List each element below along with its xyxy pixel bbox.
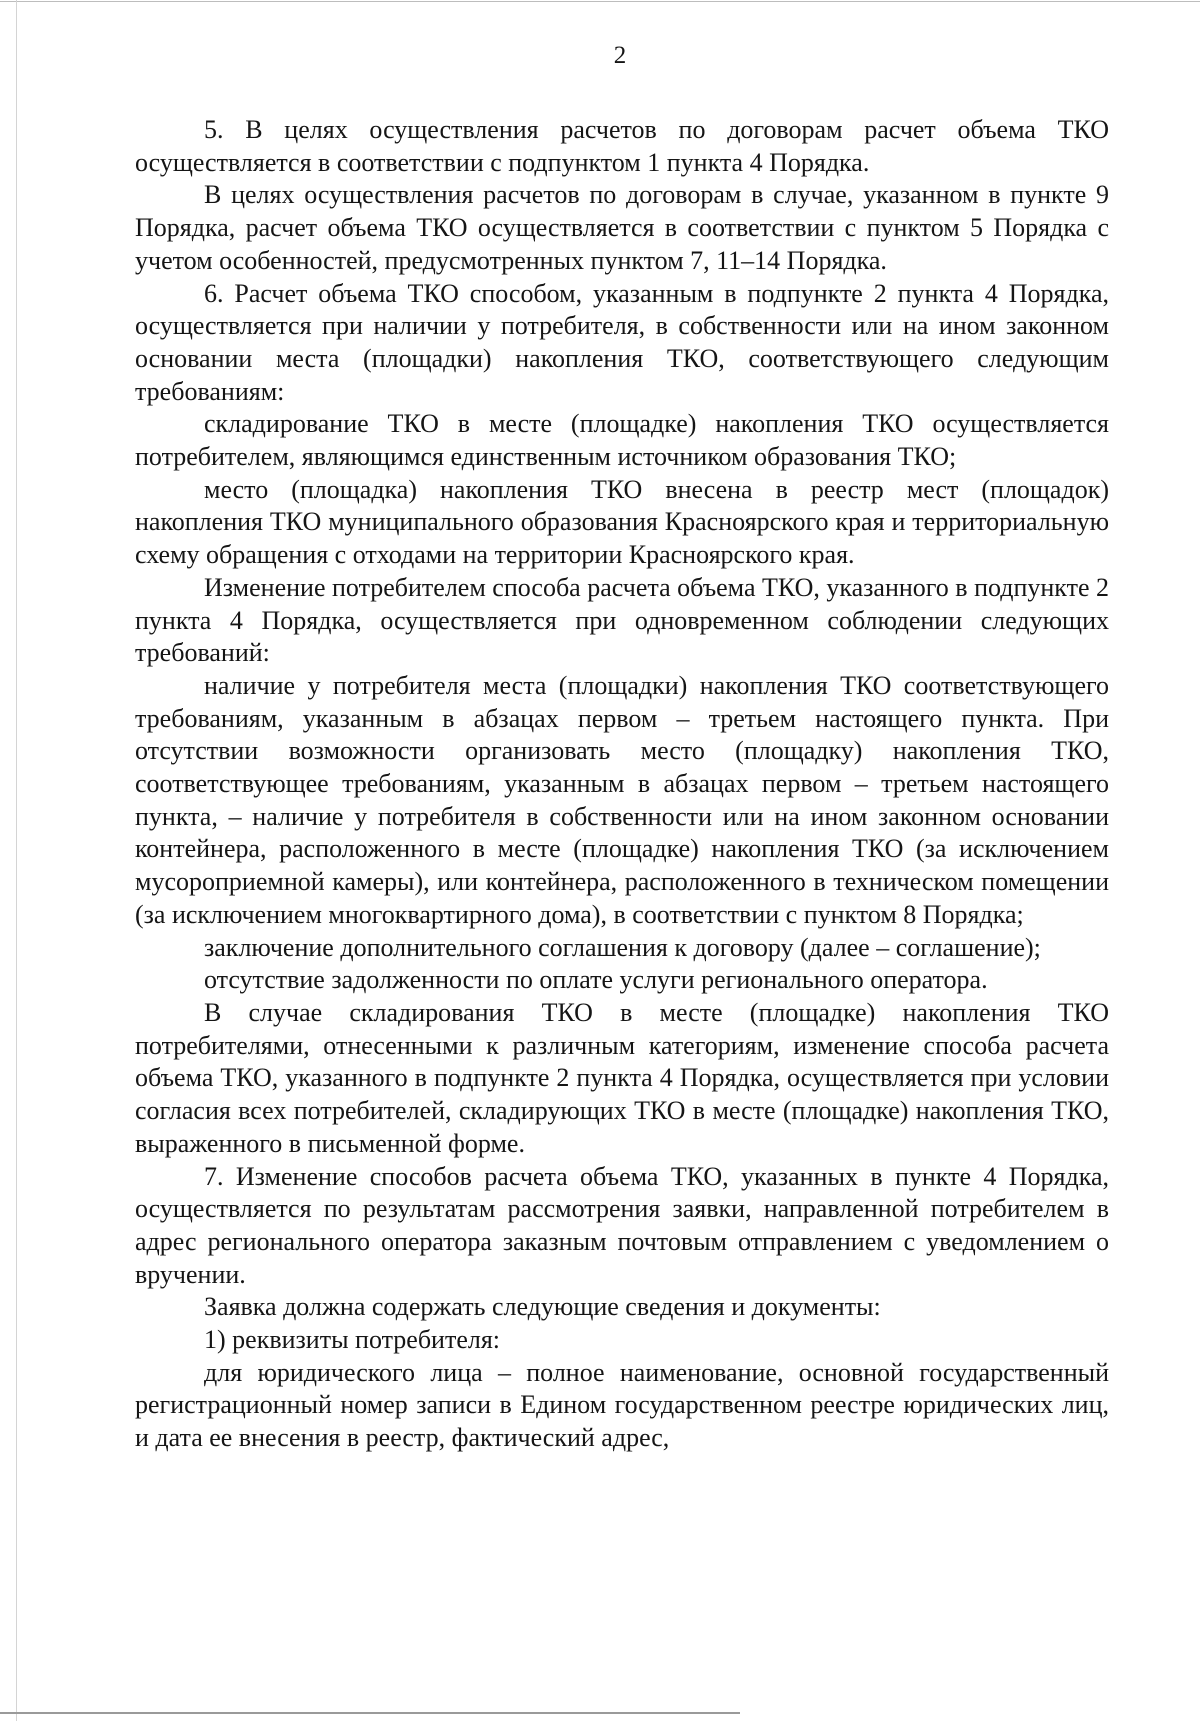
paragraph-2: В целях осуществления расчетов по договорам в случае, указанном в пункте 9 Порядка, расчет объема ТКО осуществляется в соответствии с пунктом 5 Порядка с учетом особенностей, предусмотренных пунктом 7, 11–14 Порядка. <box>135 180 1109 275</box>
paragraph-13: 1) реквизиты потребителя: <box>204 1325 501 1355</box>
paragraph-14: для юридического лица – полное наименование, основной государственный регистрационный номер записи в Едином государственном реестре юридических лиц, и дата ее внесения в реестр, фактический адрес, <box>135 1357 1109 1453</box>
document-body <box>135 114 1109 1455</box>
page-number: 2 <box>613 42 627 69</box>
scan-edge-bottom <box>0 1712 740 1714</box>
paragraph-9: отсутствие задолженности по оплате услуги регионального оператора. <box>204 965 988 995</box>
paragraph-4: складирование ТКО в месте (площадке) накопления ТКО осуществляется потребителем, являющимся единственным источником образования ТКО; <box>135 409 1109 472</box>
scan-edge-left <box>16 0 17 1721</box>
paragraph-10: В случае складирования ТКО в месте (площадке) накопления ТКО потребителями, отнесенными к различным категориям, изменение способа расчета объема ТКО, указанного в подпункте 2 пункта 4 Порядка, осуществляется при условии согласия всех потребителей, складирующих ТКО в месте (площадке) накопления ТКО, выраженного в письменной форме. <box>135 997 1109 1158</box>
paragraph-12: Заявка должна содержать следующие сведения и документы: <box>204 1292 881 1322</box>
paragraph-8: заключение дополнительного соглашения к договору (далее – соглашение); <box>204 932 1041 962</box>
paragraph-3: 6. Расчет объема ТКО способом, указанным в подпункте 2 пункта 4 Порядка, осуществляется при наличии у потребителя, в собственности или на ином законном основании места (площадки) накопления ТКО, соответствующего следующим требованиям: <box>135 278 1109 406</box>
paragraph-7: наличие у потребителя места (площадки) накопления ТКО соответствующего требованиям, указанным в абзацах первом – третьем настоящего пункта. При отсутствии возможности организовать место (площадку) накопления ТКО, соответствующее требованиям, указанным в абзацах первом – третьем настоящего пункта, – наличие у потребителя в собственности или на ином законном основании контейнера, расположенного в месте (площадке) накопления ТКО (за исключением мусороприемной камеры), или контейнера, расположенного в техническом помещении (за исключением многоквартирного дома), в соответствии с пунктом 8 Порядка; <box>135 670 1109 929</box>
paragraph-1: 5. В целях осуществления расчетов по договорам расчет объема ТКО осуществляется в соответствии с подпунктом 1 пункта 4 Порядка. <box>135 115 1109 177</box>
paragraph-5: место (площадка) накопления ТКО внесена в реестр мест (площадок) накопления ТКО муниципального образования Красноярского края и территориальную схему обращения с отходами на территории Красноярского края. <box>135 474 1109 570</box>
scan-edge-top <box>0 1 1200 2</box>
paragraph-11: 7. Изменение способов расчета объема ТКО, указанных в пункте 4 Порядка, осуществляется по результатам рассмотрения заявки, направленной потребителем в адрес регионального оператора заказным почтовым отправлением с уведомлением о вручении. <box>135 1161 1109 1289</box>
paragraph-6: Изменение потребителем способа расчета объема ТКО, указанного в подпункте 2 пункта 4 Порядка, осуществляется при одновременном соблюдении следующих требований: <box>135 572 1109 668</box>
